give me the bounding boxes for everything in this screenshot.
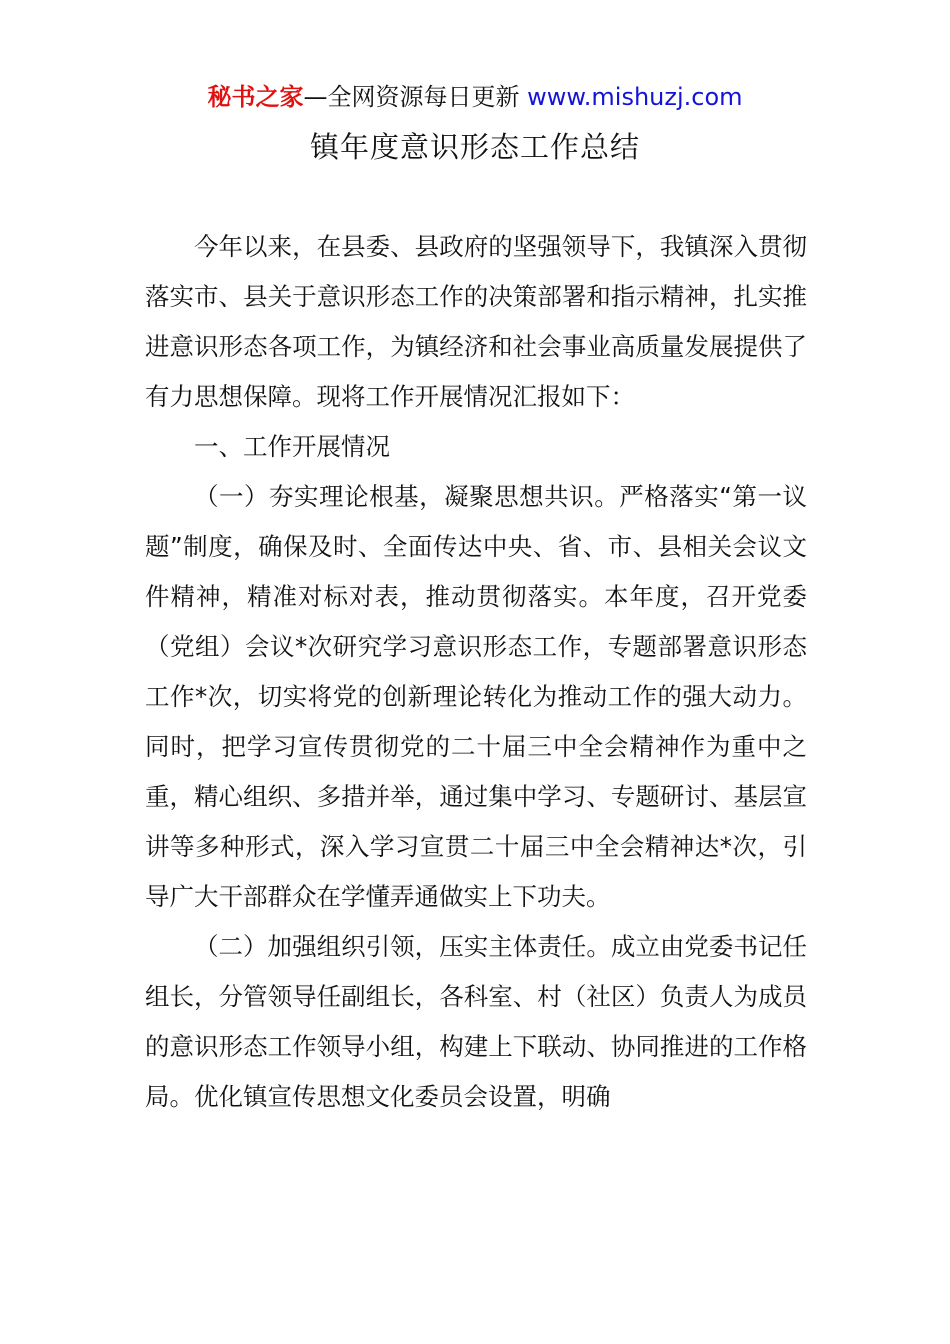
site-slogan: —全网资源每日更新 [303,83,528,111]
intro-paragraph: 今年以来，在县委、县政府的坚强领导下，我镇深入贯彻落实市、县关于意识形态工作的决策部署和指示精神，扎实推进意识形态各项工作，为镇经济和社会事业高质量发展提供了有力思想保障。现将工作开展情况汇报如下： [145,232,807,411]
brand-name: 秘书之家 [207,83,304,111]
item-paragraph-1: （一）夯实理论根基，凝聚思想共识。严格落实“第一议题”制度，确保及时、全面传达中央、省、市、县相关会议文件精神，精准对标对表，推动贯彻落实。本年度，召开党委（党组）会议*次研究学习意识形态工作，专题部署意识形态工作*次，切实将党的创新理论转化为推动工作的强大动力。同时，把学习宣传贯彻党的二十届三中全会精神作为重中之重，精心组织、多措并举，通过集中学习、专题研讨、基层宣讲等多种形式，深入学习宣贯二十届三中全会精神达*次，引导广大干部群众在学懂弄通做实上下功夫。 [145,482,807,911]
site-header [0,80,950,114]
document-body [145,222,807,1122]
section-heading: 一、工作开展情况 [194,432,390,461]
site-url-link[interactable]: www.mishuzj.com [527,83,743,111]
item-paragraph-2: （二）加强组织引领，压实主体责任。成立由党委书记任组长，分管领导任副组长，各科室、村（社区）负责人为成员的意识形态工作领导小组，构建上下联动、协同推进的工作格局。优化镇宣传思想文化委员会设置，明确 [145,932,807,1111]
document-title: 镇年度意识形态工作总结 [309,130,640,164]
